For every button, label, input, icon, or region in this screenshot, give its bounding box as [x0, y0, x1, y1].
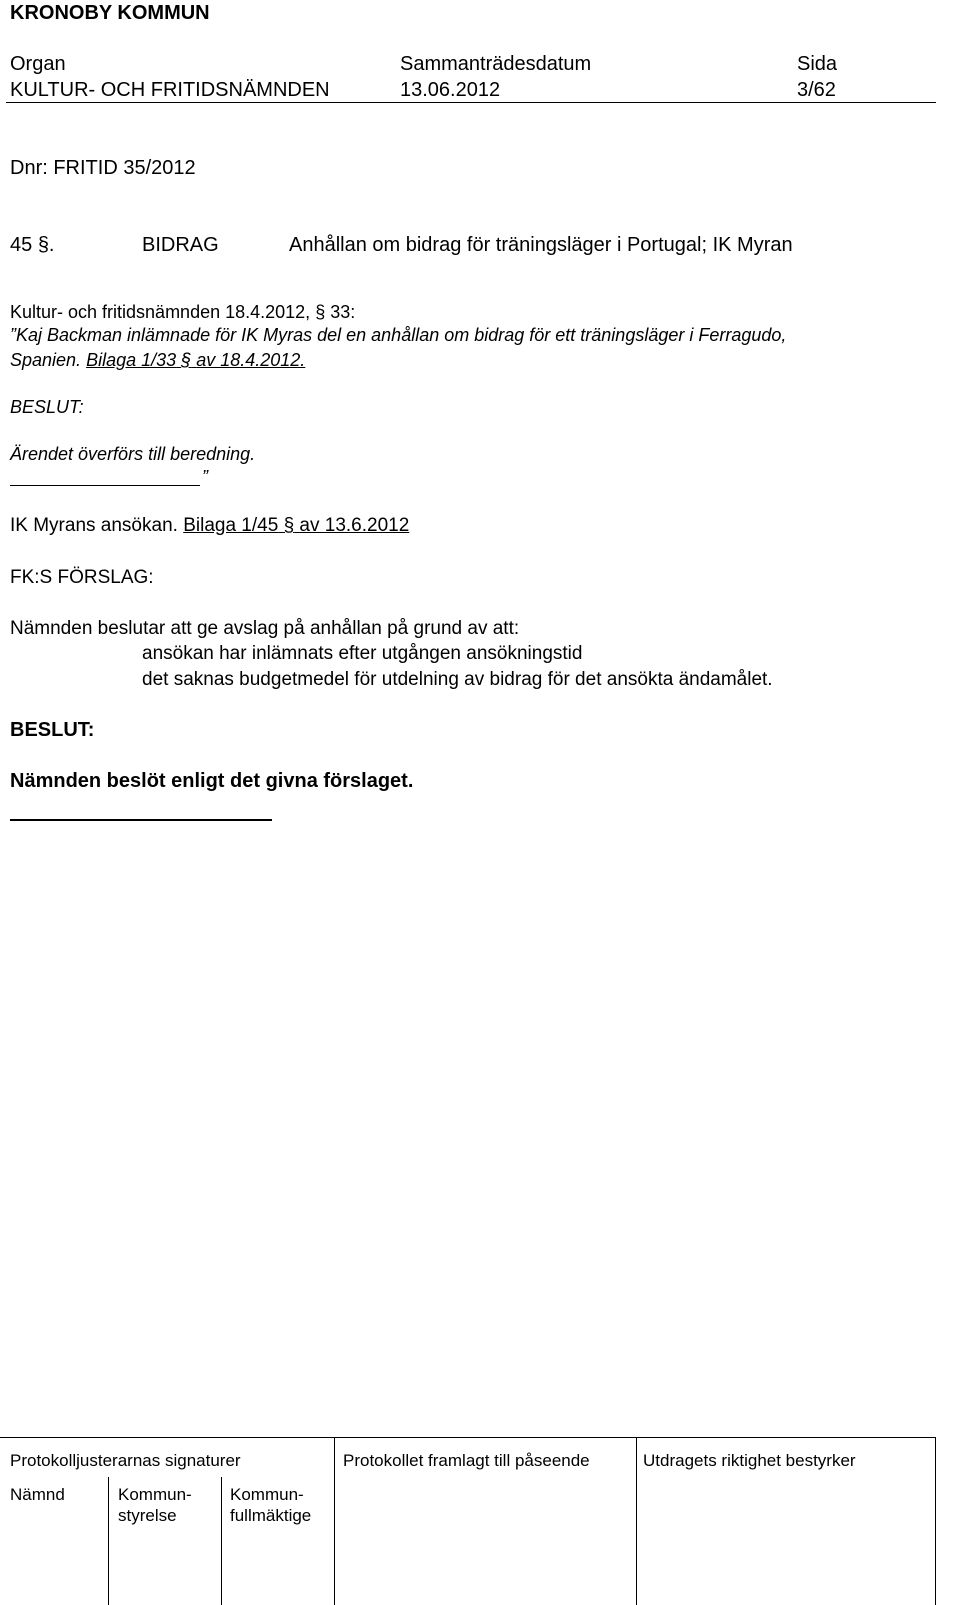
earlier-quote-line2 — [10, 349, 305, 371]
paragraph-heading — [10, 233, 55, 257]
earlier-heading-text: Kultur- och fritidsnämnden 18.4.2012, — [10, 302, 311, 322]
earlier-quote-text: Spanien. — [10, 350, 82, 370]
signature-kommunfullmaktige-line2: fullmäktige — [230, 1506, 312, 1525]
earlier-quote-line1: ”Kaj Backman inlämnade för IK Myras del en anhållan om bidrag för ett träningsläger i Ferragudo, — [10, 325, 787, 345]
signature-kommunstyrelse-line2: styrelse — [118, 1506, 177, 1525]
section-sign: § — [181, 350, 192, 370]
footer-col3-title: Utdragets riktighet bestyrker — [643, 1451, 856, 1470]
case-category: BIDRAG — [142, 234, 219, 256]
case-dnr: Dnr: FRITID 35/2012 — [10, 157, 196, 179]
organ-value: KULTUR- OCH FRITIDSNÄMNDEN — [10, 79, 330, 101]
attachment-link-33[interactable] — [86, 350, 305, 370]
beslut-text: Nämnden beslöt enligt det givna förslaget. — [10, 770, 414, 792]
closing-quote-mark: ” — [202, 467, 208, 487]
footer-subdivider-2 — [221, 1477, 222, 1605]
footer-divider-2 — [636, 1437, 637, 1605]
date-value: 13.06.2012 — [400, 79, 501, 101]
earlier-heading — [10, 301, 355, 323]
signature-namnd: Nämnd — [10, 1485, 65, 1504]
attachment-link-33-date: av 18.4.2012. — [196, 350, 306, 370]
proposal-reason-2: det saknas budgetmedel för utdelning av bidrag för det ansökta ändamålet. — [142, 669, 773, 690]
page-value: 3/62 — [797, 79, 836, 101]
earlier-beslut-text: Ärendet överförs till beredning. — [10, 444, 256, 464]
municipality-name: KRONOBY KOMMUN — [10, 2, 210, 24]
date-label: Sammanträdesdatum — [400, 53, 592, 75]
section-sign: § — [315, 302, 326, 322]
application-text: IK Myrans ansökan. — [10, 515, 178, 536]
footer-top-rule — [0, 1437, 936, 1438]
attachment-link-45-text: Bilaga 1/45 — [183, 515, 279, 536]
case-title: Anhållan om bidrag för träningsläger i Portugal; IK Myran — [289, 234, 793, 256]
attachment-link-33-text: Bilaga 1/33 — [86, 350, 177, 370]
signature-kommunstyrelse-line1: Kommun- — [118, 1485, 192, 1504]
footer-divider-3 — [935, 1437, 936, 1605]
application-line — [10, 514, 409, 537]
proposal-label: FK:S FÖRSLAG: — [10, 567, 154, 588]
paragraph-sign: §. — [37, 234, 55, 256]
beslut-label: BESLUT: — [10, 719, 95, 741]
end-of-section-rule — [10, 819, 272, 821]
footer-col1-title: Protokolljusterarnas signaturer — [10, 1451, 241, 1470]
proposal-intro: Nämnden beslutar att ge avslag på anhållan på grund av att: — [10, 618, 520, 639]
attachment-link-45[interactable] — [183, 515, 409, 536]
quote-end-rule — [10, 485, 200, 486]
earlier-beslut-label: BESLUT: — [10, 397, 84, 417]
paragraph-number: 45 — [10, 234, 33, 256]
attachment-link-45-date: av 13.6.2012 — [299, 515, 410, 536]
footer-divider-1 — [334, 1437, 335, 1605]
earlier-heading-number: 33: — [330, 302, 356, 322]
signature-kommunfullmaktige-line1: Kommun- — [230, 1485, 304, 1504]
organ-label: Organ — [10, 53, 66, 75]
page-label: Sida — [797, 53, 838, 75]
footer-subdivider-1 — [108, 1477, 109, 1605]
proposal-reason-1: ansökan har inlämnats efter utgången ansökningstid — [142, 643, 583, 664]
footer-col2-title: Protokollet framlagt till påseende — [343, 1451, 590, 1470]
header-rule — [6, 102, 936, 103]
section-sign: § — [283, 515, 295, 536]
